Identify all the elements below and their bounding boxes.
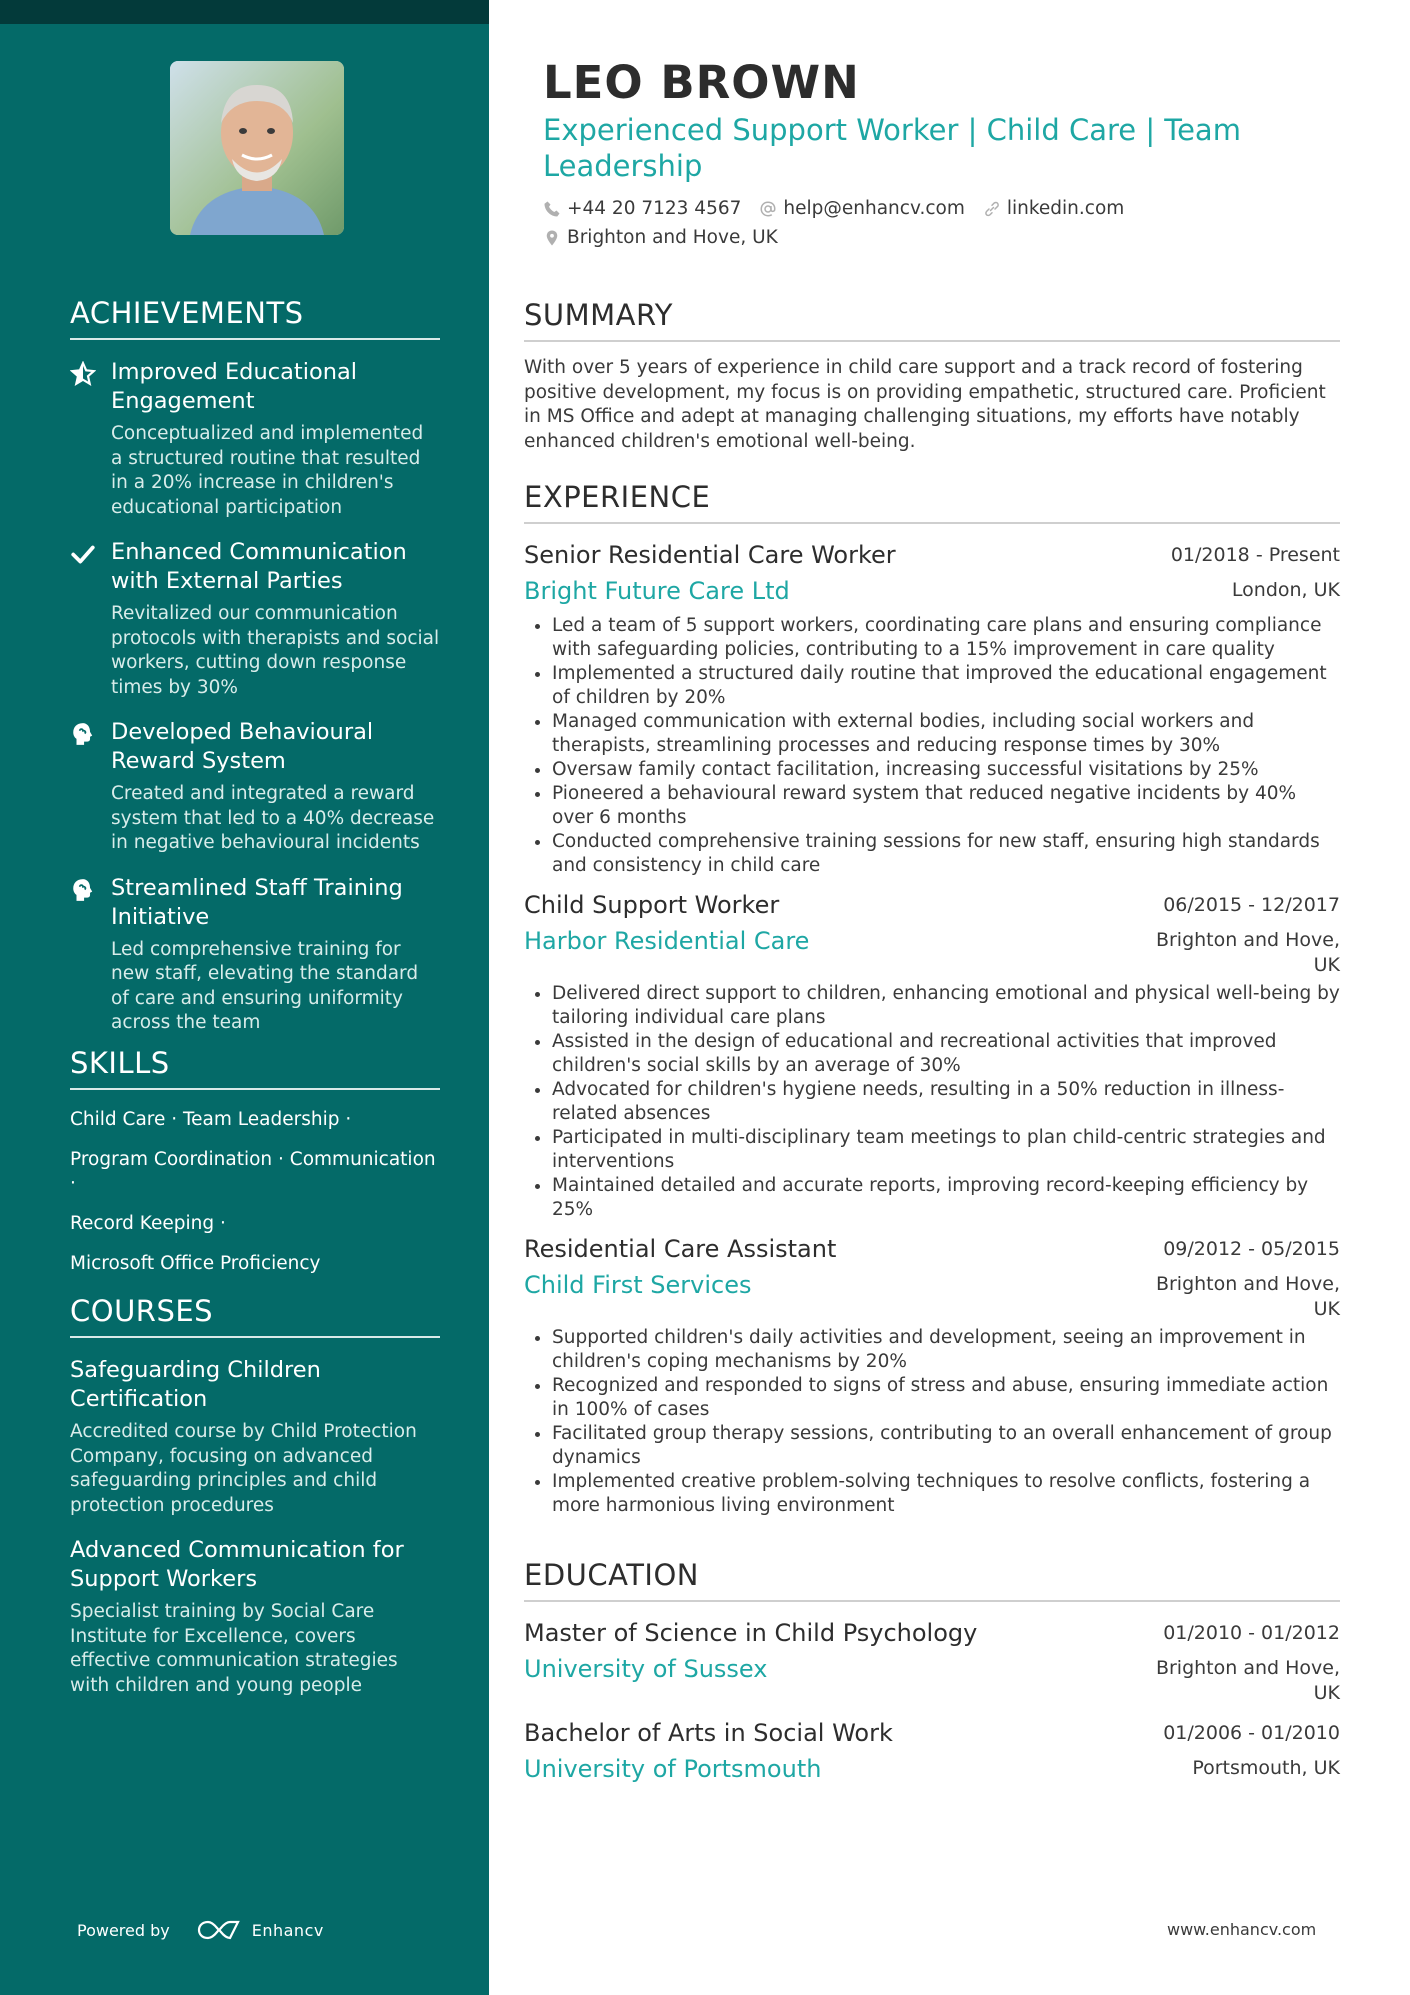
degree: Master of Science in Child Psychology <box>524 1619 978 1647</box>
brand-name: Enhancv <box>251 1920 324 1940</box>
summary-title: SUMMARY <box>524 298 1340 342</box>
job-location: Brighton and Hove, UK <box>1155 1273 1340 1320</box>
job-role: Senior Residential Care Worker <box>524 541 896 569</box>
job-bullets <box>524 982 1340 1222</box>
job-location: London, UK <box>1231 579 1340 601</box>
job-bullet: • Led a team of 5 support workers, coordinating care plans and ensuring compliance with safeguarding policies, contributing to a 15% improvement in care quality <box>552 614 1340 662</box>
footer-url[interactable]: www.enhancv.com <box>1167 1920 1317 1939</box>
job-bullet: • Managed communication with external bodies, including social workers and therapists, streamlining processes and reducing response times by 30% <box>552 710 1340 758</box>
powered-by-label: Powered by <box>77 1920 170 1940</box>
achievement-desc: Revitalized our communication protocols with therapists and social workers, cutting down response times by 30% <box>111 603 440 698</box>
courses-title: COURSES <box>70 1294 440 1338</box>
job-dates: 06/2015 - 12/2017 <box>1163 894 1340 916</box>
job-company: Child First Services <box>524 1271 752 1299</box>
headline: Experienced Support Worker | Child Care | Team Leadership <box>543 113 1241 183</box>
job-bullet: • Recognized and responded to signs of stress and abuse, ensuring immediate action in 100% of cases <box>552 1374 1340 1422</box>
job-bullet: • Advocated for children's hygiene needs, resulting in a 50% reduction in illness-related absences <box>552 1078 1340 1126</box>
location-contact <box>543 227 778 248</box>
course-title: Advanced Communication for Support Workers <box>70 1537 404 1592</box>
achievements-section <box>70 296 440 1054</box>
course-desc: Specialist training by Social Care Institute for Excellence, covers effective communication strategies with children and young people <box>70 1601 398 1696</box>
achievements-title: ACHIEVEMENTS <box>70 296 440 340</box>
education-entry <box>524 1616 1340 1706</box>
education-title: EDUCATION <box>524 1558 1340 1602</box>
profile-photo <box>170 61 344 235</box>
job-bullet: • Assisted in the design of educational and recreational activities that improved children's social skills by an average of 30% <box>552 1030 1340 1078</box>
job-dates: 09/2012 - 05/2015 <box>1163 1238 1340 1260</box>
candidate-name: LEO BROWN <box>543 56 860 109</box>
job-bullet: • Supported children's daily activities and development, seeing an improvement in children's coping mechanisms by 20% <box>552 1326 1340 1374</box>
job-bullet: • Facilitated group therapy sessions, contributing to an overall enhancement of group dynamics <box>552 1422 1340 1470</box>
school: University of Sussex <box>524 1655 768 1683</box>
education-entry <box>524 1716 1340 1788</box>
job-bullet: • Implemented a structured daily routine that improved the educational engagement of children by 20% <box>552 662 1340 710</box>
location-pin-icon <box>543 229 561 247</box>
job-bullet: • Maintained detailed and accurate reports, improving record-keeping efficiency by 25% <box>552 1174 1340 1222</box>
achievement-title: Enhanced Communication with External Parties <box>111 539 407 594</box>
education-dates: 01/2010 - 01/2012 <box>1163 1622 1340 1644</box>
job-company: Bright Future Care Ltd <box>524 577 790 605</box>
achievement-desc: Created and integrated a reward system that led to a 40% decrease in negative behavioural incidents <box>111 783 435 853</box>
job-role: Child Support Worker <box>524 891 780 919</box>
location-text: Brighton and Hove, UK <box>567 227 778 248</box>
infinity-icon <box>196 1918 242 1942</box>
job-bullet: • Delivered direct support to children, enhancing emotional and physical well-being by tailoring individual care plans <box>552 982 1340 1030</box>
education-dates: 01/2006 - 01/2010 <box>1163 1722 1340 1744</box>
phone-contact[interactable] <box>543 198 741 219</box>
achievement-title: Developed Behavioural Reward System <box>111 719 374 774</box>
education-section <box>524 1558 1340 1798</box>
powered-by <box>77 1918 324 1942</box>
brain-icon <box>70 721 96 747</box>
contact-info <box>543 198 1303 256</box>
job-entry <box>524 538 1340 878</box>
education-location: Brighton and Hove, UK <box>1155 1657 1340 1704</box>
job-role: Residential Care Assistant <box>524 1235 837 1263</box>
achievement-title: Improved Educational Engagement <box>111 359 358 414</box>
brand-logo[interactable] <box>196 1918 324 1942</box>
achievement-item <box>70 874 440 1036</box>
phone-icon <box>543 200 561 218</box>
job-bullets <box>524 1326 1340 1518</box>
experience-section <box>524 480 1340 1528</box>
job-location: Brighton and Hove, UK <box>1155 929 1340 976</box>
achievement-item <box>70 358 440 520</box>
degree: Bachelor of Arts in Social Work <box>524 1719 893 1747</box>
achievement-desc: Led comprehensive training for new staff, elevating the standard of care and ensuring uniformity across the team <box>111 938 419 1033</box>
job-bullet: • Pioneered a behavioural reward system that reduced negative incidents by 40% over 6 months <box>552 782 1340 830</box>
achievement-desc: Conceptualized and implemented a structured routine that resulted in a 20% increase in children's educational participation <box>111 423 424 518</box>
job-company: Harbor Residential Care <box>524 927 810 955</box>
brain-icon <box>70 877 96 903</box>
skills-title: SKILLS <box>70 1046 440 1090</box>
course-desc: Accredited course by Child Protection Company, focusing on advanced safeguarding principles and child protection procedures <box>70 1421 417 1516</box>
courses-section <box>70 1294 440 1716</box>
at-icon <box>759 200 777 218</box>
skill-line: Program Coordination · Communication · <box>70 1149 436 1194</box>
skill-line: Record Keeping · <box>70 1213 226 1234</box>
sidebar-top-bar <box>0 0 489 24</box>
school: University of Portsmouth <box>524 1755 822 1783</box>
experience-title: EXPERIENCE <box>524 480 1340 524</box>
email-contact[interactable] <box>759 198 964 219</box>
phone-text: +44 20 7123 4567 <box>567 198 742 219</box>
job-bullet: • Oversaw family contact facilitation, increasing successful visitations by 25% <box>552 758 1340 782</box>
check-icon <box>70 541 96 567</box>
job-dates: 01/2018 - Present <box>1170 544 1340 566</box>
job-bullet: • Conducted comprehensive training sessions for new staff, ensuring high standards and consistency in child care <box>552 830 1340 878</box>
job-bullet: • Participated in multi-disciplinary team meetings to plan child-centric strategies and interventions <box>552 1126 1340 1174</box>
skill-line: Microsoft Office Proficiency <box>70 1253 321 1274</box>
sidebar <box>0 0 489 1995</box>
job-bullet: • Implemented creative problem-solving techniques to resolve conflicts, fostering a more harmonious living environment <box>552 1470 1340 1518</box>
summary-section <box>524 298 1340 454</box>
achievement-item <box>70 538 440 700</box>
course-item <box>70 1356 440 1518</box>
education-location: Portsmouth, UK <box>1192 1757 1340 1779</box>
job-entry <box>524 1232 1340 1518</box>
job-entry <box>524 888 1340 1222</box>
skill-line: Child Care · Team Leadership · <box>70 1109 352 1130</box>
achievement-item <box>70 718 440 856</box>
job-bullets <box>524 614 1340 878</box>
star-icon <box>70 361 96 387</box>
course-item <box>70 1536 440 1698</box>
email-text: help@enhancv.com <box>783 198 965 219</box>
link-icon <box>983 200 1001 218</box>
summary-text: With over 5 years of experience in child care support and a track record of fostering positive development, my focus is on providing empathetic, structured care. Proficient in MS Office and adept at managing challenging situations, my efforts have notably enhanced children's emotional well-being. <box>524 357 1326 452</box>
course-title: Safeguarding Children Certification <box>70 1357 321 1412</box>
skills-section <box>70 1046 440 1292</box>
linkedin-contact[interactable] <box>983 198 1124 219</box>
achievement-title: Streamlined Staff Training Initiative <box>111 874 403 930</box>
linkedin-text: linkedin.com <box>1006 198 1125 219</box>
